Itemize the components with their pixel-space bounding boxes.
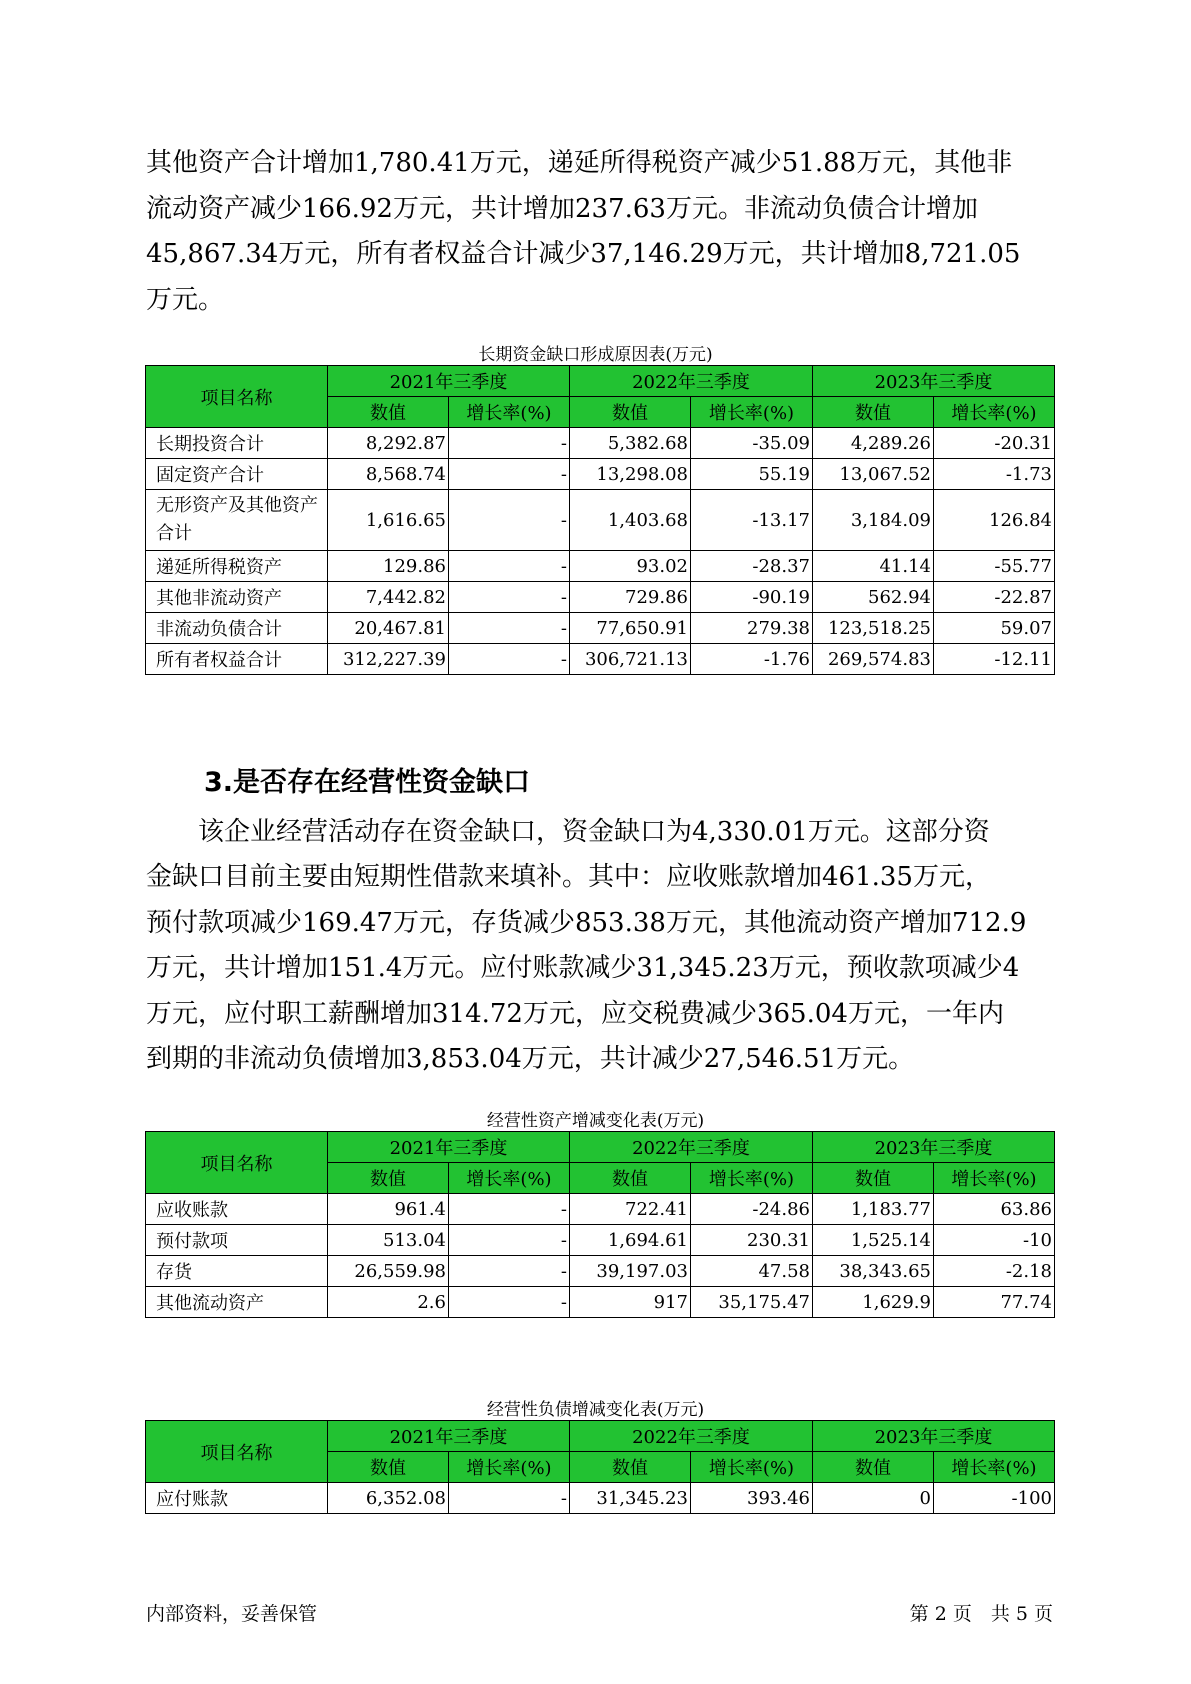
- section3-line: 预付款项减少169.47万元，存货减少853.38万元，其他流动资产增加712.9: [146, 908, 1027, 938]
- value-2022: 93.02: [570, 551, 691, 582]
- growth-2021: -: [449, 1225, 570, 1256]
- header-growth: 增长率(%): [449, 1163, 570, 1194]
- value-2022: 917: [570, 1287, 691, 1318]
- growth-2022: 393.46: [691, 1483, 813, 1514]
- header-growth: 增长率(%): [934, 1452, 1055, 1483]
- header-growth: 增长率(%): [449, 397, 570, 428]
- value-2022: 39,197.03: [570, 1256, 691, 1287]
- value-2023: 3,184.09: [813, 490, 934, 551]
- value-2023: 1,525.14: [813, 1225, 934, 1256]
- table-row: [146, 1256, 1055, 1287]
- section3-line: 万元，应付职工薪酬增加314.72万元，应交税费减少365.04万元，一年内: [146, 999, 1004, 1029]
- row-name: 递延所得税资产: [146, 551, 328, 582]
- table-row: [146, 644, 1055, 675]
- growth-2023: 63.86: [934, 1194, 1055, 1225]
- growth-2022: -13.17: [691, 490, 813, 551]
- header-growth: 增长率(%): [934, 1163, 1055, 1194]
- growth-2023: -22.87: [934, 582, 1055, 613]
- growth-2021: -: [449, 1194, 570, 1225]
- header-period-2023: 2023年三季度: [813, 1132, 1055, 1163]
- growth-2021: -: [449, 459, 570, 490]
- table-row: [146, 613, 1055, 644]
- header-value: 数值: [813, 397, 934, 428]
- value-2023: 0: [813, 1483, 934, 1514]
- value-2021: 312,227.39: [328, 644, 449, 675]
- table2-caption: 经营性资产增减变化表(万元): [486, 1111, 705, 1131]
- growth-2022: 55.19: [691, 459, 813, 490]
- value-2023: 38,343.65: [813, 1256, 934, 1287]
- header-period-2023: 2023年三季度: [813, 1421, 1055, 1452]
- row-name: 其他非流动资产: [146, 582, 328, 613]
- section3-line: 到期的非流动负债增加3,853.04万元，共计减少27,546.51万元。: [146, 1044, 915, 1074]
- table-row: [146, 582, 1055, 613]
- growth-2023: -100: [934, 1483, 1055, 1514]
- growth-2023: -1.73: [934, 459, 1055, 490]
- growth-2022: 279.38: [691, 613, 813, 644]
- value-2021: 26,559.98: [328, 1256, 449, 1287]
- header-period-2022: 2022年三季度: [570, 366, 813, 397]
- growth-2021: -: [449, 582, 570, 613]
- header-value: 数值: [813, 1163, 934, 1194]
- growth-2021: -: [449, 428, 570, 459]
- header-value: 数值: [570, 1452, 691, 1483]
- intro-line: 45,867.34万元，所有者权益合计减少37,146.29万元，共计增加8,721.05: [146, 239, 1021, 269]
- value-2021: 129.86: [328, 551, 449, 582]
- value-2023: 1,629.9: [813, 1287, 934, 1318]
- table-row: [146, 551, 1055, 582]
- row-name: 应收账款: [146, 1194, 328, 1225]
- intro-line: 流动资产减少166.92万元，共计增加237.63万元。非流动负债合计增加: [146, 194, 978, 224]
- table-row: [146, 1483, 1055, 1514]
- operating-assets-table: [145, 1131, 1055, 1318]
- growth-2022: 47.58: [691, 1256, 813, 1287]
- value-2023: 562.94: [813, 582, 934, 613]
- growth-2022: 35,175.47: [691, 1287, 813, 1318]
- value-2021: 7,442.82: [328, 582, 449, 613]
- growth-2022: -24.86: [691, 1194, 813, 1225]
- row-name: 固定资产合计: [146, 459, 328, 490]
- row-name: 应付账款: [146, 1483, 328, 1514]
- table-row: [146, 1287, 1055, 1318]
- growth-2023: -55.77: [934, 551, 1055, 582]
- value-2021: 6,352.08: [328, 1483, 449, 1514]
- growth-2022: 230.31: [691, 1225, 813, 1256]
- growth-2022: -28.37: [691, 551, 813, 582]
- growth-2021: -: [449, 490, 570, 551]
- value-2021: 961.4: [328, 1194, 449, 1225]
- table1-caption: 长期资金缺口形成原因表(万元): [478, 345, 713, 365]
- header-growth: 增长率(%): [691, 1452, 813, 1483]
- growth-2021: -: [449, 551, 570, 582]
- value-2023: 4,289.26: [813, 428, 934, 459]
- header-value: 数值: [570, 397, 691, 428]
- value-2021: 2.6: [328, 1287, 449, 1318]
- table-row: [146, 1225, 1055, 1256]
- header-value: 数值: [813, 1452, 934, 1483]
- table-row: [146, 428, 1055, 459]
- row-name: 存货: [146, 1256, 328, 1287]
- header-period-2023: 2023年三季度: [813, 366, 1055, 397]
- row-name: 所有者权益合计: [146, 644, 328, 675]
- header-value: 数值: [328, 1163, 449, 1194]
- intro-line: 其他资产合计增加1,780.41万元，递延所得税资产减少51.88万元，其他非: [146, 148, 1013, 178]
- header-item-name: 项目名称: [146, 1421, 328, 1483]
- footer-page-number: 第 2 页 共 5 页: [909, 1603, 1053, 1625]
- header-period-2021: 2021年三季度: [328, 1421, 570, 1452]
- table-row: [146, 490, 1055, 551]
- header-value: 数值: [570, 1163, 691, 1194]
- row-name: 非流动负债合计: [146, 613, 328, 644]
- value-2022: 1,694.61: [570, 1225, 691, 1256]
- growth-2021: -: [449, 1287, 570, 1318]
- header-period-2022: 2022年三季度: [570, 1421, 813, 1452]
- header-period-2021: 2021年三季度: [328, 366, 570, 397]
- growth-2023: -10: [934, 1225, 1055, 1256]
- growth-2023: 59.07: [934, 613, 1055, 644]
- value-2021: 20,467.81: [328, 613, 449, 644]
- section3-line: 金缺口目前主要由短期性借款来填补。其中：应收账款增加461.35万元，: [146, 862, 991, 892]
- growth-2023: 77.74: [934, 1287, 1055, 1318]
- value-2021: 8,568.74: [328, 459, 449, 490]
- value-2022: 306,721.13: [570, 644, 691, 675]
- long-term-fund-gap-table: [145, 365, 1055, 675]
- growth-2022: -1.76: [691, 644, 813, 675]
- value-2023: 269,574.83: [813, 644, 934, 675]
- section3-line: 该企业经营活动存在资金缺口，资金缺口为4,330.01万元。这部分资: [146, 817, 990, 847]
- header-value: 数值: [328, 397, 449, 428]
- growth-2021: -: [449, 613, 570, 644]
- value-2022: 729.86: [570, 582, 691, 613]
- growth-2023: 126.84: [934, 490, 1055, 551]
- table3-caption: 经营性负债增减变化表(万元): [486, 1400, 705, 1420]
- row-name: 长期投资合计: [146, 428, 328, 459]
- value-2022: 77,650.91: [570, 613, 691, 644]
- value-2023: 41.14: [813, 551, 934, 582]
- header-item-name: 项目名称: [146, 366, 328, 428]
- value-2021: 1,616.65: [328, 490, 449, 551]
- header-growth: 增长率(%): [449, 1452, 570, 1483]
- section3-line: 万元，共计增加151.4万元。应付账款减少31,345.23万元，预收款项减少4: [146, 953, 1020, 983]
- value-2022: 1,403.68: [570, 490, 691, 551]
- header-growth: 增长率(%): [691, 1163, 813, 1194]
- value-2022: 31,345.23: [570, 1483, 691, 1514]
- value-2023: 1,183.77: [813, 1194, 934, 1225]
- growth-2023: -2.18: [934, 1256, 1055, 1287]
- table-row: [146, 1194, 1055, 1225]
- value-2022: 5,382.68: [570, 428, 691, 459]
- growth-2021: -: [449, 1483, 570, 1514]
- growth-2022: -35.09: [691, 428, 813, 459]
- header-growth: 增长率(%): [934, 397, 1055, 428]
- growth-2023: -12.11: [934, 644, 1055, 675]
- growth-2023: -20.31: [934, 428, 1055, 459]
- value-2023: 13,067.52: [813, 459, 934, 490]
- intro-line: 万元。: [146, 285, 225, 315]
- table-row: [146, 459, 1055, 490]
- value-2023: 123,518.25: [813, 613, 934, 644]
- footer-confidential-note: 内部资料，妥善保管: [146, 1603, 318, 1625]
- operating-liabilities-table: [145, 1420, 1055, 1514]
- header-period-2022: 2022年三季度: [570, 1132, 813, 1163]
- row-name: 其他流动资产: [146, 1287, 328, 1318]
- row-name: 无形资产及其他资产合计: [146, 490, 328, 551]
- section-heading: 3.是否存在经营性资金缺口: [204, 767, 531, 798]
- row-name: 预付款项: [146, 1225, 328, 1256]
- value-2021: 513.04: [328, 1225, 449, 1256]
- growth-2022: -90.19: [691, 582, 813, 613]
- growth-2021: -: [449, 644, 570, 675]
- value-2022: 722.41: [570, 1194, 691, 1225]
- header-period-2021: 2021年三季度: [328, 1132, 570, 1163]
- growth-2021: -: [449, 1256, 570, 1287]
- header-value: 数值: [328, 1452, 449, 1483]
- value-2022: 13,298.08: [570, 459, 691, 490]
- value-2021: 8,292.87: [328, 428, 449, 459]
- header-item-name: 项目名称: [146, 1132, 328, 1194]
- header-growth: 增长率(%): [691, 397, 813, 428]
